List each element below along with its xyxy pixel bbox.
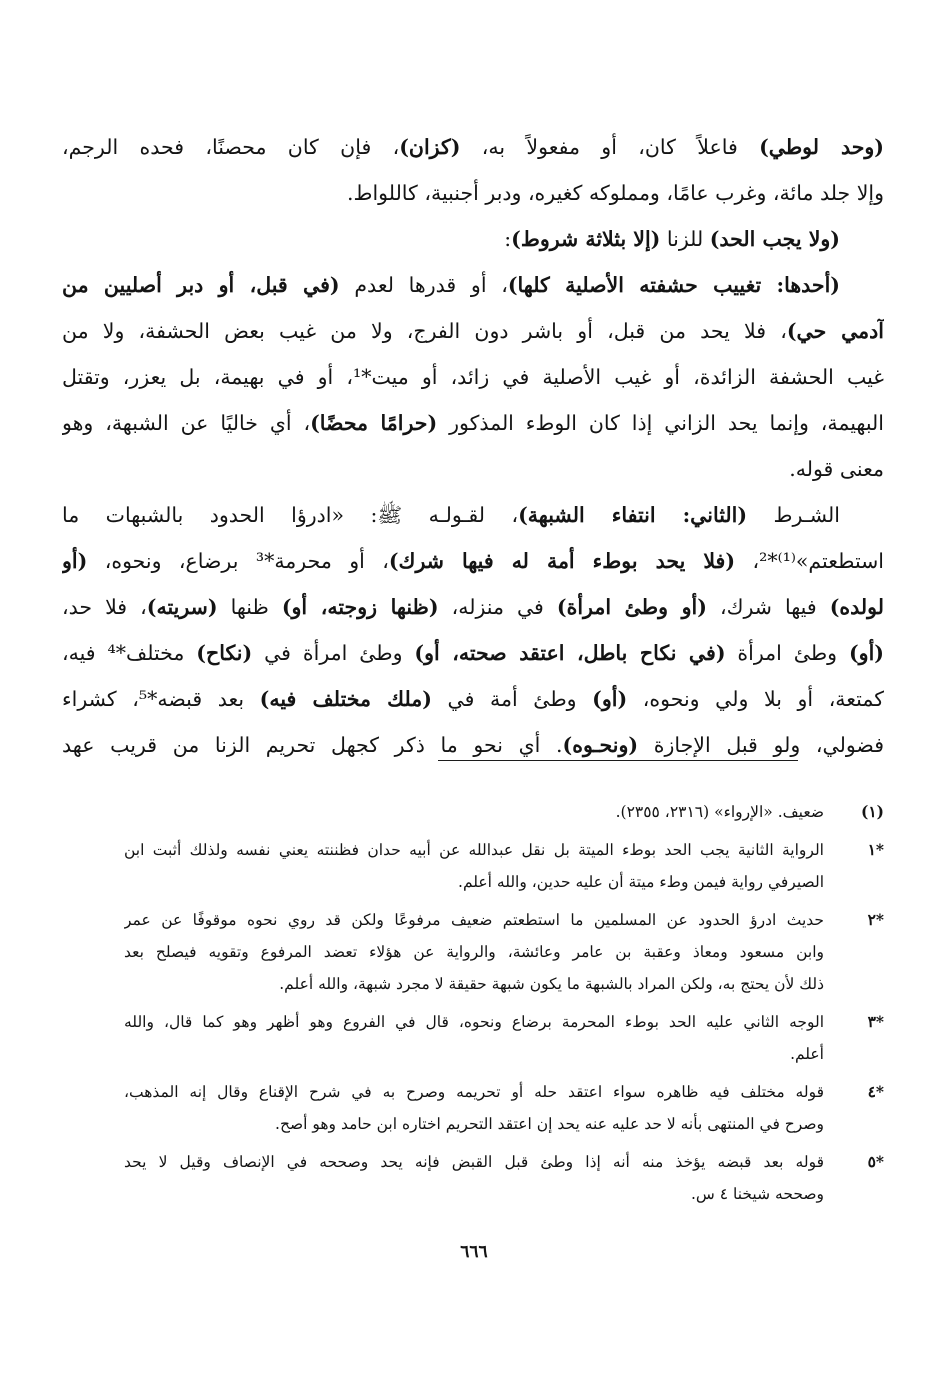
footnote-separator	[438, 760, 798, 761]
footnote-line: أعلم.	[790, 1045, 824, 1063]
text-line	[62, 492, 884, 538]
footnote	[124, 834, 884, 898]
footnote-line: وصرح في المنتهى بأنه لا حد عليه عنه يحد إن اعتقد التحريم اختاره ابن حامد وهو أصح.	[275, 1115, 824, 1133]
bold-text-segment: (ولا يجب الحد)	[709, 227, 840, 251]
text-segment: ، فلا حد،	[62, 595, 147, 619]
bold-text-segment: (ونحـوه)	[562, 733, 639, 757]
text-segment: وطئ أمة في	[431, 687, 593, 711]
text-segment: كمتعة، أو بلا ولي ونحوه،	[627, 687, 884, 711]
text-segment: بعد قبضه*⁵، كشراء	[62, 687, 260, 711]
footnote-text	[124, 834, 824, 898]
bold-text-segment: (أو	[62, 549, 88, 573]
bold-text-segment: (أحدها: تغييب حشفته الأصلية كلها)	[507, 273, 840, 297]
bold-text-segment: (وحد لوطي)	[759, 135, 884, 159]
footnote-text	[124, 796, 824, 828]
text-segment: في منزله،	[438, 595, 557, 619]
footnote	[124, 1006, 884, 1070]
footnote-text	[124, 1146, 824, 1210]
bold-text-segment: (نكاح)	[196, 641, 253, 665]
bold-text-segment: (ملك مختلف فيه)	[259, 687, 432, 711]
text-segment: مختلف*⁴ فيه،	[62, 641, 197, 665]
text-segment: ، فإن كان محصنًا، فحده الرجم،	[62, 135, 400, 159]
footnote	[124, 904, 884, 1000]
footnote-text	[124, 904, 824, 1000]
text-line	[62, 676, 884, 722]
footnote-marker: *٣	[867, 1012, 884, 1031]
footnote-line: وصححه شيخنا ٤ س.	[690, 1185, 824, 1203]
text-segment: ، فلا يحد من قبل، أو باشر دون الفرج، ولا من غيب بعض الحشفة، ولا من	[62, 319, 787, 343]
bold-text-segment: (الثاني: انتفاء الشبهة)	[518, 503, 748, 527]
footnote-marker: *١	[867, 840, 884, 859]
bold-text-segment: (إلا بثلاثة شروط)	[511, 227, 661, 251]
footnote-marker: *٤	[867, 1082, 884, 1101]
footnote-line: ضعيف. «الإرواء» (٢٣١٦، ٢٣٥٥).	[615, 803, 824, 821]
footnote	[124, 796, 884, 828]
text-line	[62, 308, 884, 354]
footnote-text	[124, 1006, 824, 1070]
text-segment: فضولي، ولو قبل الإجازة	[638, 733, 884, 757]
text-segment: غيب الحشفة الزائدة، أو غيب الأصلية في زائد، أو ميت*¹، أو في بهيمة، بل يعزر، وتقتل	[62, 365, 884, 389]
bold-text-segment: (سريته)	[146, 595, 218, 619]
footnote-marker: *٢	[867, 910, 884, 929]
text-segment: فاعلاً كان، أو مفعولاً به،	[460, 135, 760, 159]
footnote	[124, 1076, 884, 1140]
text-segment: استطعتم»⁽¹⁾*²،	[735, 549, 884, 573]
text-segment: ظنها	[217, 595, 282, 619]
bold-text-segment: (أو)	[848, 641, 884, 665]
text-segment: ، أي خاليًا عن الشبهة، وهو	[62, 411, 311, 435]
text-segment: وإلا جلد مائة، وغرب عامًا، ومملوكه كغيره، ودبر أجنبية، كاللواط.	[347, 181, 884, 205]
text-segment: ، لقـولـه ﷺ: «ادرؤا الحدود بالشبهات ما	[62, 503, 519, 527]
footnote	[124, 1146, 884, 1210]
footnote-line: ذلك لأن يحتج به، ولكن المراد بالشبهة ما يكون شبهة حقيقة لا مجرد شبهة، والله أعلم.	[279, 975, 824, 993]
text-segment: الشـرط	[747, 503, 840, 527]
text-line	[62, 262, 884, 308]
main-text	[62, 124, 884, 768]
bold-text-segment: (فلا يحد بوطء أمة له فيها شرك)	[388, 549, 736, 573]
text-segment: ، أو قدرها لعدم	[339, 273, 508, 297]
text-segment: معنى قوله.	[789, 457, 884, 481]
footnote-line: قوله مختلف فيه ظاهره سواء اعتقد حله أو تحريمه وصرح به في شرح الإقناع وقال إنه المذهب،	[124, 1083, 824, 1101]
bold-text-segment: (في قبل، أو دبر أصليين من	[62, 273, 340, 297]
text-line	[62, 124, 884, 170]
text-line	[62, 216, 884, 262]
bold-text-segment: (ظنها زوجته، أو)	[281, 595, 439, 619]
bold-text-segment: (أو)	[592, 687, 628, 711]
footnote-line: وابن مسعود ومعاذ وعقبة بن عامر وعائشة، والرواية عن هؤلاء تعضد المرفوع وتقويه فيصلح بعد	[124, 943, 824, 961]
bold-text-segment: (في نكاح باطل، اعتقد صحته، أو)	[414, 641, 726, 665]
text-segment: فيها شرك،	[706, 595, 830, 619]
text-line	[62, 584, 884, 630]
text-line	[62, 538, 884, 584]
text-line	[62, 446, 884, 492]
footnote-line: الرواية الثانية يجب الحد بوطء الميتة بل نقل عبدالله عن أبيه حدان فظننته يعني نفسه ولذلك أثبت ابن	[124, 841, 824, 859]
bold-text-segment: (حرامًا محضًا)	[310, 411, 438, 435]
footnote-text	[124, 1076, 824, 1140]
text-segment: وطئ امرأة في	[252, 641, 415, 665]
text-segment: . أي نحو ما ذكر كجهل تحريم الزنا من قريب عهد	[62, 733, 563, 757]
bold-text-segment: لولده)	[829, 595, 884, 619]
footnote-line: الصيرفي رواية فيمن وطء ميتة أن عليه حدين، والله أعلم.	[458, 873, 824, 891]
footnote-line: قوله بعد قبضه يؤخذ منه أنه إذا وطئ قبل القبض فإنه يحد وصححه في الإنصاف وقيل لا يحد	[124, 1153, 824, 1171]
text-segment: :	[504, 227, 512, 251]
footnotes	[124, 796, 884, 1216]
footnote-marker: (١)	[860, 802, 884, 821]
page-number: ٦٦٦	[460, 1242, 488, 1262]
footnote-line: حديث ادرؤ الحدود عن المسلمين ما استطعتم ضعيف مرفوعًا ولكن قد روي نحوه موقوفًا عن عمر	[124, 911, 824, 929]
text-line	[62, 630, 884, 676]
footnote-line: الوجه الثاني عليه الحد بوطء المحرمة برضاع ونحوه، قال في الفروع وهو أظهر وهو كما قال، والله	[124, 1013, 824, 1031]
text-segment: ، أو محرمة*³ برضاع، ونحوه،	[87, 549, 389, 573]
text-segment: للزنا	[660, 227, 710, 251]
text-segment: وطئ امرأة	[725, 641, 849, 665]
text-segment: البهيمة، وإنما يحد الزاني إذا كان الوطء المذكور	[437, 411, 884, 435]
bold-text-segment: آدمي حي)	[786, 319, 884, 343]
footnote-marker: *٥	[867, 1152, 884, 1171]
bold-text-segment: (كزان)	[399, 135, 461, 159]
text-line	[62, 170, 884, 216]
text-line	[62, 722, 884, 768]
text-line	[62, 400, 884, 446]
bold-text-segment: (أو وطئ امرأة)	[556, 595, 707, 619]
text-line	[62, 354, 884, 400]
